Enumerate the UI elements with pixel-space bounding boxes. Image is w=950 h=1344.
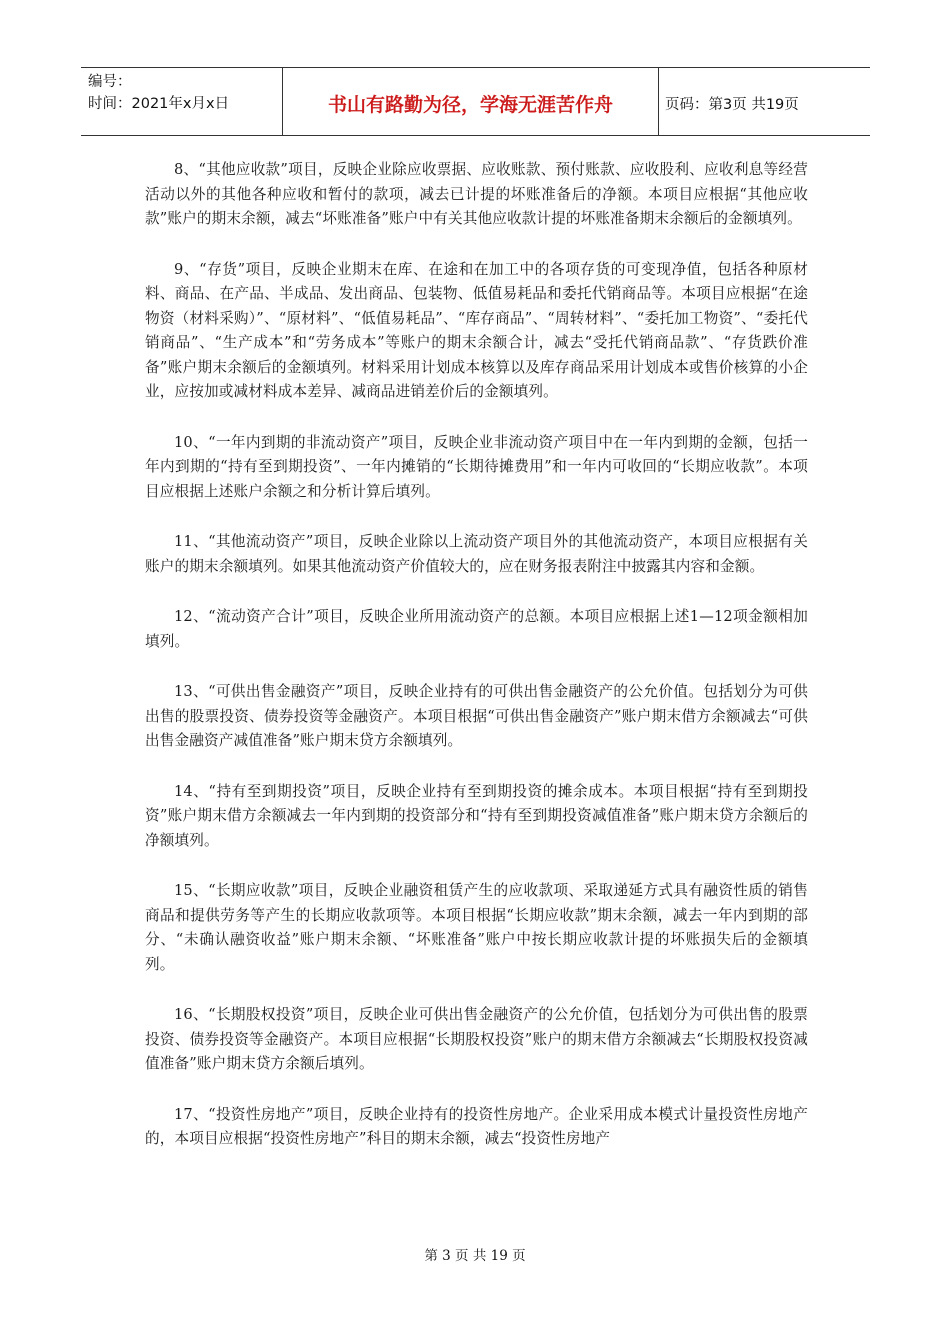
paragraph-16: 16、“长期股权投资”项目，反映企业可供出售金融资产的公允价值，包括划分为可供出售的股票投资、债券投资等金融资产。本项目应根据“长期股权投资”账户的期末借方余额减去“长期股权投资减值准备”账户期末贷方余额后填列。 [145, 1006, 808, 1072]
page-header [81, 67, 870, 136]
document-body [145, 158, 808, 1178]
paragraph-15: 15、“长期应收款”项目，反映企业融资租赁产生的应收款项、采取递延方式具有融资性质的销售商品和提供劳务等产生的长期应收款项等。本项目根据“长期应收款”期末余额，减去一年内到期的部分、“未确认融资收益”账户期末余额、“坏账准备”账户中按长期应收款计提的坏账损失后的金额填列。 [145, 882, 808, 973]
header-page-info: 页码：第3页 共19页 [665, 97, 799, 113]
paragraph-9: 9、“存货”项目，反映企业期末在库、在途和在加工中的各项存货的可变现净值，包括各种原材料、商品、在产品、半成品、发出商品、包装物、低值易耗品和委托代销商品等。本项目应根据“在途物资（材料采购）”、“原材料”、“低值易耗品”、“库存商品”、“周转材料”、“委托加工物资”、“委托代销商品”、“生产成本”和“劳务成本”等账户的期末余额合计，减去“受托代销商品款”、“存货跌价准备”账户期末余额后的金额填列。材料采用计划成本核算以及库存商品采用计划成本或售价核算的小企业，应按加或减材料成本差异、减商品进销差价后的金额填列。 [145, 260, 808, 400]
paragraph-8: 8、“其他应收款”项目，反映企业除应收票据、应收账款、预付账款、应收股利、应收利息等经营活动以外的其他各种应收和暂付的款项，减去已计提的坏账准备后的净额。本项目应根据“其他应收款”账户的期末余额，减去“坏账准备”账户中有关其他应收款计提的坏账准备期末余额后的金额填列。 [145, 161, 808, 227]
paragraph-17: 17、“投资性房地产”项目，反映企业持有的投资性房地产。企业采用成本模式计量投资性房地产的，本项目应根据“投资性房地产”科目的期末余额，减去“投资性房地产 [145, 1105, 808, 1147]
paragraph-12: 12、“流动资产合计”项目，反映企业所用流动资产的总额。本项目应根据上述1—12项金额相加填列。 [145, 608, 808, 650]
header-meta [81, 68, 283, 135]
document-time-label: 时间：2021年x月x日 [88, 96, 230, 112]
paragraph-13: 13、“可供出售金融资产”项目，反映企业持有的可供出售金融资产的公允价值。包括划分为可供出售的股票投资、债券投资等金融资产。本项目根据“可供出售金融资产”账户期末借方余额减去“可供出售金融资产减值准备”账户期末贷方余额填列。 [145, 683, 808, 749]
paragraph-10: 10、“一年内到期的非流动资产”项目，反映企业非流动资产项目中在一年内到期的金额，包括一年内到期的“持有至到期投资”、一年内摊销的“长期待摊费用”和一年内可收回的“长期应收款”。本项目应根据上述账户余额之和分析计算后填列。 [145, 433, 808, 500]
header-motto: 书山有路勤为径，学海无涯苦作舟 [283, 68, 659, 135]
paragraph-11: 11、“其他流动资产”项目，反映企业除以上流动资产项目外的其他流动资产，本项目应根据有关账户的期末余额填列。如果其他流动资产价值较大的，应在财务报表附注中披露其内容和金额。 [145, 533, 808, 575]
page-footer: 第 3 页 共 19 页 [424, 1248, 526, 1264]
document-number-label: 编号： [88, 74, 132, 90]
paragraph-14: 14、“持有至到期投资”项目，反映企业持有至到期投资的摊余成本。本项目根据“持有至到期投资”账户期末借方余额减去一年内到期的投资部分和“持有至到期投资减值准备”账户期末贷方余额后的净额填列。 [145, 782, 808, 849]
